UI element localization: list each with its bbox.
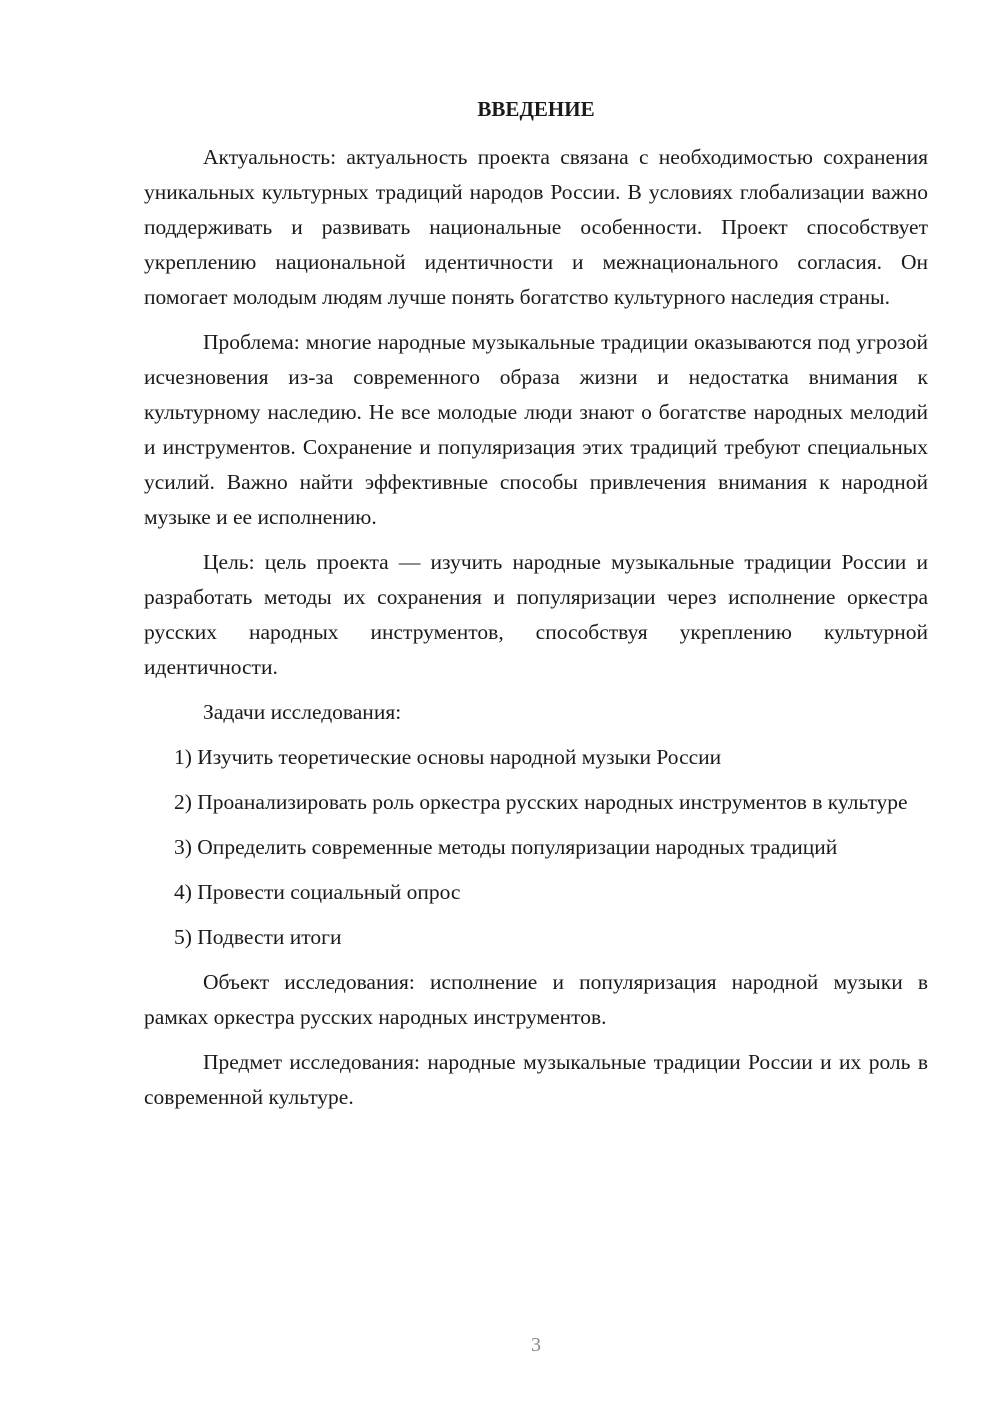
- goal-paragraph: Цель: цель проекта — изучить народные музыкальные традиции России и разработать методы их сохранения и популяризации через исполнение оркестра русских народных инструментов, способствуя укреплению культурной идентичности.: [144, 550, 928, 679]
- task-item: 4) Провести социальный опрос: [174, 880, 461, 904]
- problem-paragraph: Проблема: многие народные музыкальные традиции оказываются под угрозой исчезновения из-за современного образа жизни и недостатка внимания к культурному наследию. Не все молодые люди знают о богатстве народных мелодий и инструментов. Сохранение и популяризация этих традиций требуют специальных усилий. Важно найти эффективные способы привлечения внимания к народной музыке и ее исполнению.: [144, 330, 928, 529]
- subject-paragraph: Предмет исследования: народные музыкальные традиции России и их роль в современной культуре.: [144, 1050, 928, 1109]
- tasks-intro: Задачи исследования:: [203, 700, 402, 724]
- task-item: 1) Изучить теоретические основы народной музыки России: [174, 745, 722, 769]
- page-body: [144, 92, 928, 1125]
- task-item: 5) Подвести итоги: [174, 925, 342, 949]
- page-title: ВВЕДЕНИЕ: [477, 97, 595, 121]
- relevance-paragraph: Актуальность: актуальность проекта связана с необходимостью сохранения уникальных культурных традиций народов России. В условиях глобализации важно поддерживать и развивать национальные особенности. Проект способствует укреплению национальной идентичности и межнационального согласия. Он помогает молодым людям лучше понять богатство культурного наследия страны.: [144, 145, 928, 309]
- task-item: 3) Определить современные методы популяризации народных традиций: [174, 835, 838, 859]
- object-paragraph: Объект исследования: исполнение и популяризация народной музыки в рамках оркестра русских народных инструментов.: [144, 970, 928, 1029]
- page-number: 3: [531, 1334, 541, 1356]
- task-item: 2) Проанализировать роль оркестра русских народных инструментов в культуре: [174, 790, 908, 814]
